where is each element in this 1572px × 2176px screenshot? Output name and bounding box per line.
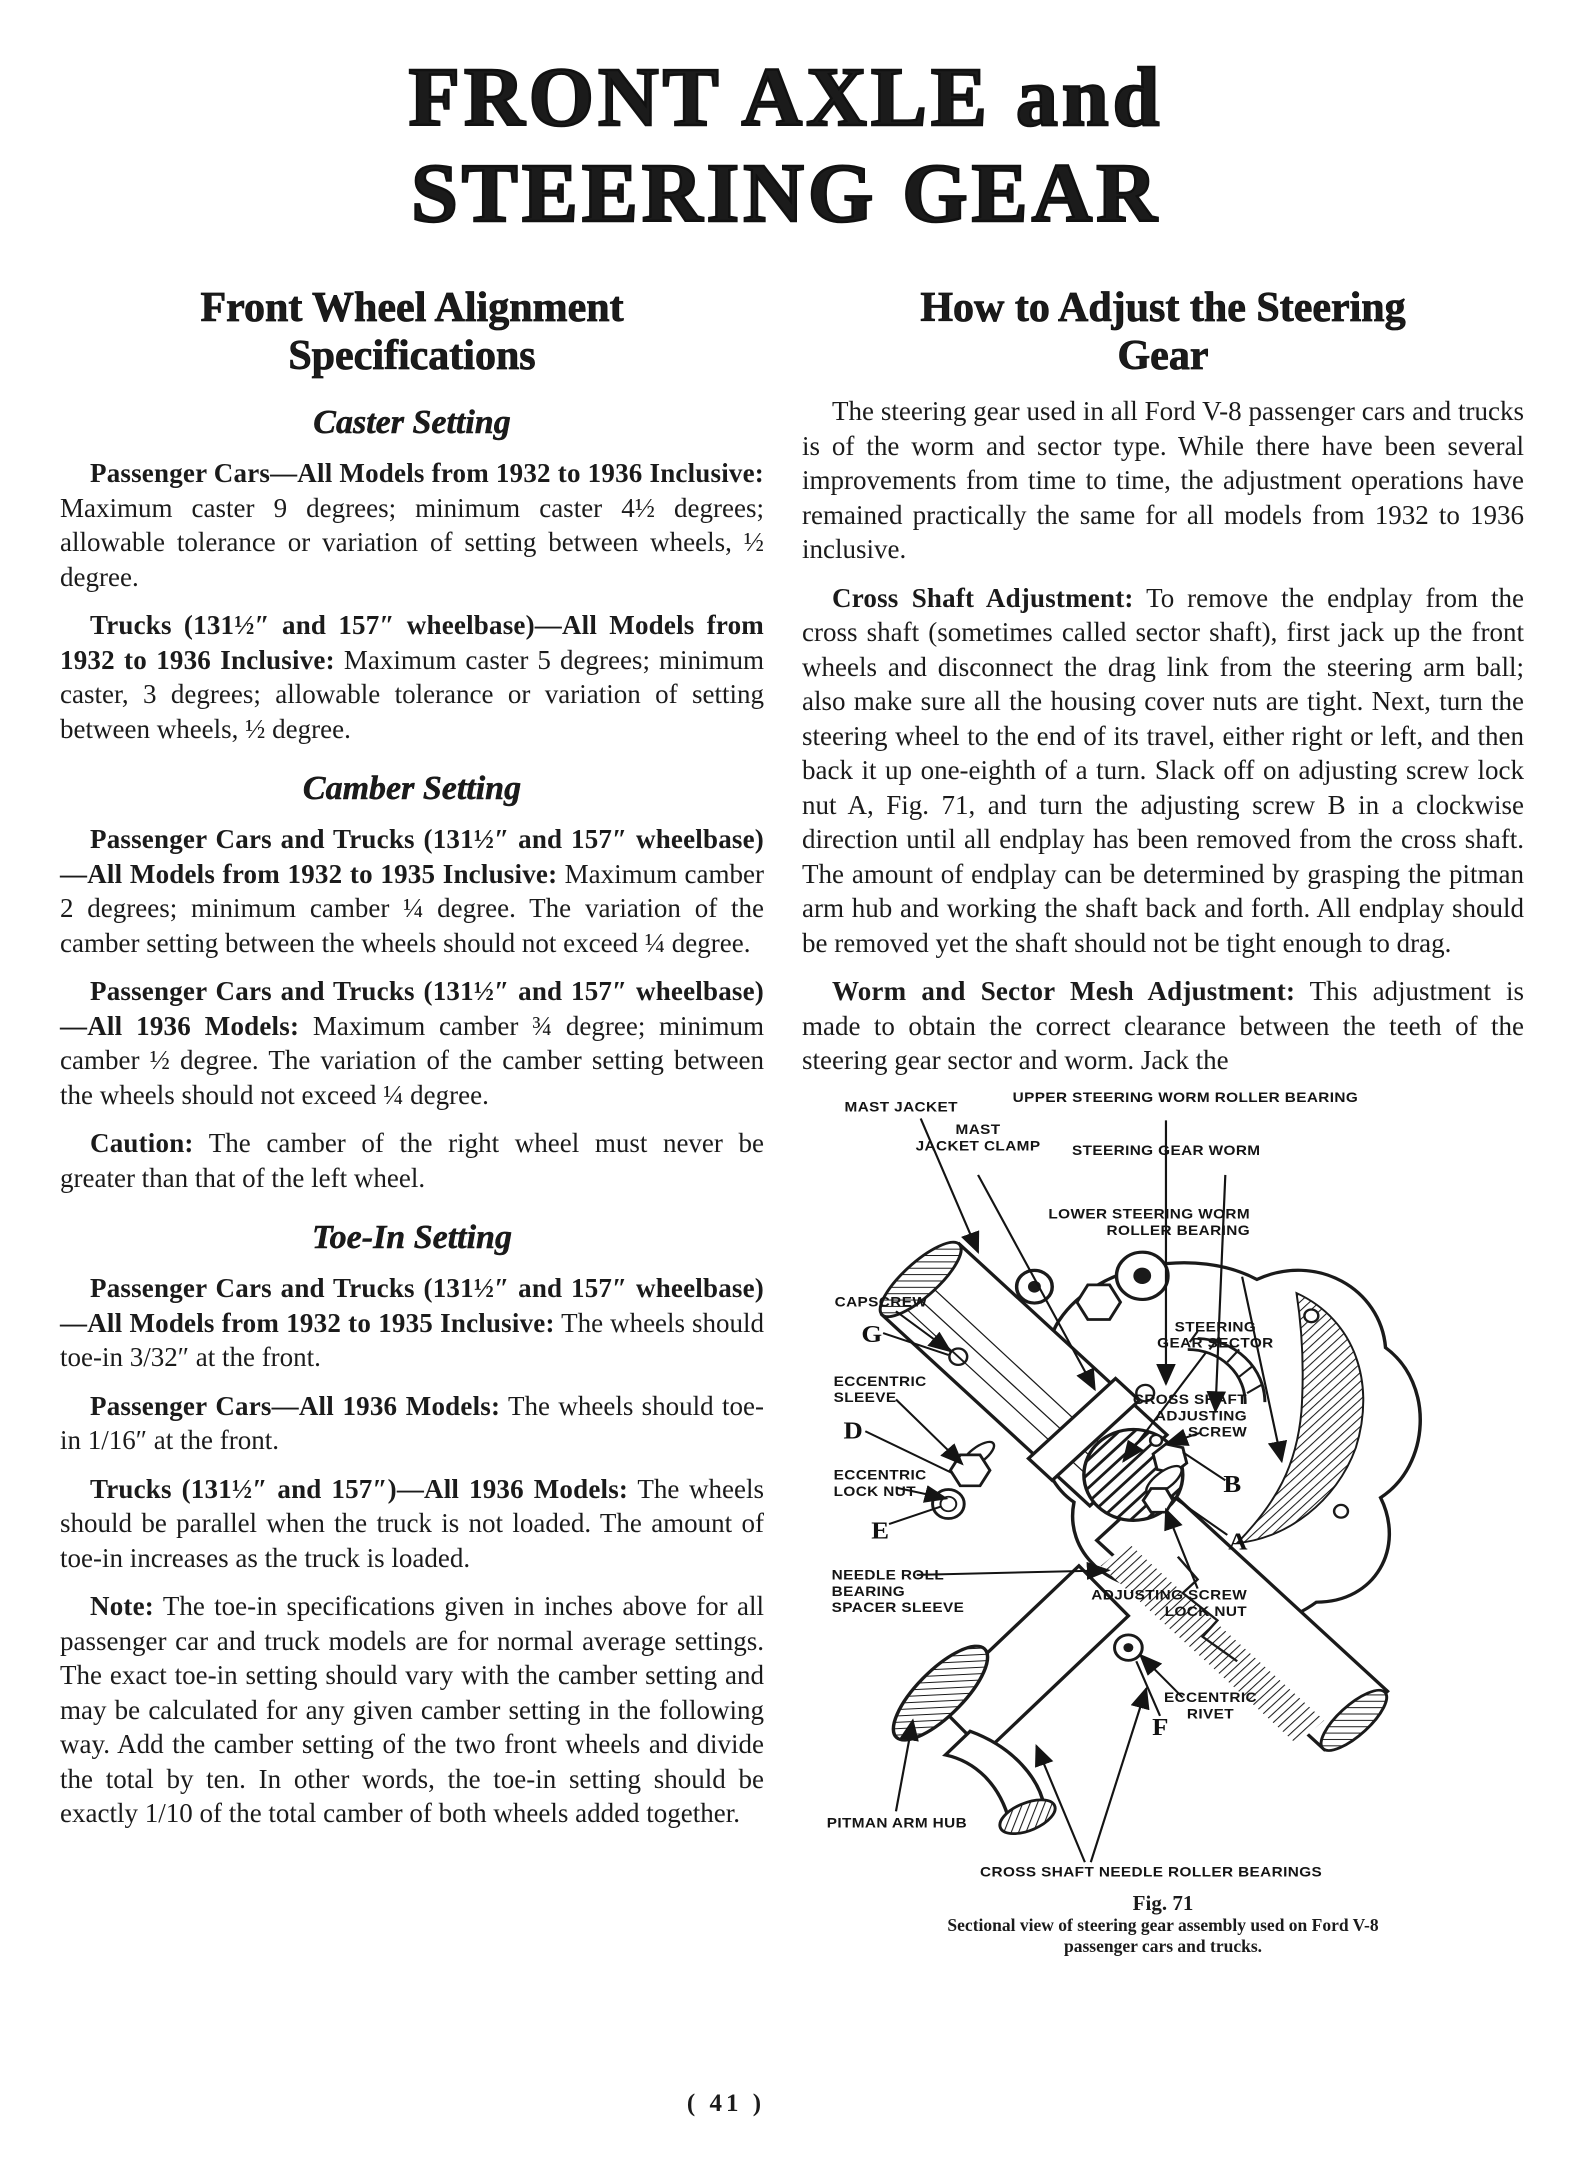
camber-setting-heading: Camber Setting xyxy=(302,770,522,807)
toein-trucks-1936-lead: Trucks (131½″ and 157″)—All 1936 Models: xyxy=(90,1473,629,1504)
toein-cars-1936-body: The wheels should toe-in 1/16″ at the front. xyxy=(60,1390,765,1455)
figure-caption-line1: Sectional view of steering gear assembly used on Ford V-8 xyxy=(947,1914,1379,1935)
camber-caution xyxy=(60,1126,764,1195)
eccentric-sleeve-label-1: ECCENTRIC xyxy=(833,1373,927,1390)
pitman-arm-hub-label: PITMAN ARM HUB xyxy=(826,1815,968,1831)
note-lead: Note: xyxy=(90,1591,154,1621)
toein-setting-heading: Toe-In Setting xyxy=(312,1219,512,1256)
toein-paragraph-1932-1935 xyxy=(60,1271,764,1375)
letter-f: F xyxy=(1152,1712,1169,1741)
steering-gear-intro: The steering gear used in all Ford V-8 passenger cars and trucks is of the worm and sector type. While there have been several improvements from time to time, the adjustment operations have remained practically the same for all models from 1932 to 1936 inclusive. xyxy=(802,396,1524,564)
figure-71 xyxy=(802,1084,1524,1957)
eccentric-lock-nut-label-1: ECCENTRIC xyxy=(833,1467,927,1483)
page-title xyxy=(30,50,1542,242)
toein-note xyxy=(60,1589,764,1831)
caster-paragraph-trucks xyxy=(60,608,764,746)
adjusting-screw-lock-nut-label-2: LOCK NUT xyxy=(1164,1603,1248,1620)
mast-jacket-clamp-label-1: MAST xyxy=(955,1122,1001,1138)
lower-bearing-label-1: LOWER STEERING WORM xyxy=(1048,1206,1251,1222)
cross-shaft-screw-label-1: CROSS SHAFT xyxy=(1132,1392,1248,1408)
page-title-line2: STEERING GEAR xyxy=(411,147,1161,240)
camber-paragraph-1936 xyxy=(60,974,764,1112)
figure-caption xyxy=(802,1891,1524,1957)
left-heading-line2: Specifications xyxy=(288,333,536,379)
steering-gear-diagram xyxy=(802,1084,1524,1884)
camber-1936-lead: Passenger Cars and Trucks (131½″ and 157″ wheelbase)—All 1936 Models: xyxy=(60,976,764,1041)
caster-setting-heading: Caster Setting xyxy=(313,404,511,441)
letter-a: A xyxy=(1228,1526,1248,1555)
adjusting-screw-lock-nut-label-1: ADJUSTING SCREW xyxy=(1091,1587,1248,1603)
upper-bearing-label: UPPER STEERING WORM ROLLER BEARING xyxy=(1012,1090,1359,1106)
cross-shaft-body: To remove the endplay from the cross shaft (sometimes called sector shaft), first jack up the front wheels and disconnect the drag link from the steering arm ball; also make sure all the housing cover nuts are tight. Next, turn the steering wheel to the end of its travel, either right or left, and then back it up one-eighth of a turn. Slack off on adjusting screw lock nut A, Fig. 71, and turn the adjusting screw B in a clockwise direction until all endplay has been removed from the cross shaft. The amount of endplay can be determined by grasping the pitman arm hub and working the shaft back and forth. All endplay should be removed yet the shaft should not be tight enough to drag. xyxy=(802,582,1524,958)
toein-cars-1936-lead: Passenger Cars—All 1936 Models: xyxy=(90,1390,501,1421)
eccentric-rivet-label-1: ECCENTRIC xyxy=(1163,1690,1257,1706)
right-column xyxy=(802,284,1524,1957)
needle-roll-label-1: NEEDLE ROLL xyxy=(831,1567,945,1583)
toein-1932-body: The wheels should toe-in 3/32″ at the front. xyxy=(60,1307,764,1372)
right-heading-line2: Gear xyxy=(1117,333,1209,379)
lower-bearing-label-2: ROLLER BEARING xyxy=(1106,1222,1251,1239)
caster-cars-body: Maximum caster 9 degrees; minimum caster 4½ degrees; allowable tolerance or variation of setting between wheels, ½ degree. xyxy=(60,492,764,592)
needle-roll-label-3: SPACER SLEEVE xyxy=(831,1600,965,1616)
gear-assembly-drawing xyxy=(870,1232,1421,1840)
eccentric-lock-nut-label-2: LOCK NUT xyxy=(833,1483,916,1500)
mast-jacket-label: MAST JACKET xyxy=(844,1099,958,1115)
caster-trucks-body: Maximum caster 5 degrees; minimum caster, 3 degrees; allowable tolerance or variation of setting between wheels, ½ degree. xyxy=(60,644,765,744)
worm-sector-adjustment xyxy=(802,974,1524,1078)
cross-shaft-screw-label-3: SCREW xyxy=(1188,1424,1248,1441)
letter-e: E xyxy=(871,1516,890,1544)
toein-paragraph-trucks-1936 xyxy=(60,1472,764,1576)
camber-1936-body: Maximum camber ¾ degree; minimum camber ½ degree. The variation of the camber setting between the wheels should not exceed ¼ degree. xyxy=(60,1010,764,1110)
left-column-heading xyxy=(60,284,764,380)
letter-d: D xyxy=(843,1416,863,1444)
needle-roll-label-2: BEARING xyxy=(831,1583,906,1600)
steering-gear-worm-label: STEERING GEAR WORM xyxy=(1072,1142,1261,1159)
eccentric-sleeve-label-2: SLEEVE xyxy=(833,1390,897,1406)
two-column-content xyxy=(0,284,1572,1957)
worm-sector-lead: Worm and Sector Mesh Adjustment: xyxy=(832,976,1296,1006)
letter-b: B xyxy=(1223,1469,1242,1498)
figure-caption-line2: passenger cars and trucks. xyxy=(1063,1935,1263,1956)
figure-number: Fig. 71 xyxy=(1132,1890,1194,1915)
left-column xyxy=(60,284,764,1957)
left-heading-line1: Front Wheel Alignment xyxy=(200,285,624,331)
steering-gear-sector-label-1: STEERING xyxy=(1174,1319,1257,1335)
camber-1932-body: Maximum camber 2 degrees; minimum camber ¼ degree. The variation of the camber setting between the wheels should not exceed ¼ degree. xyxy=(60,858,764,958)
caster-cars-lead: Passenger Cars—All Models from 1932 to 1936 Inclusive: xyxy=(90,458,764,488)
steering-gear-sector-label-2: GEAR SECTOR xyxy=(1157,1335,1274,1351)
caution-lead: Caution: xyxy=(90,1128,194,1158)
right-column-heading xyxy=(802,284,1524,380)
cross-shaft-adjustment xyxy=(802,581,1524,961)
caster-trucks-lead: Trucks (131½″ and 157″ wheelbase)—All Models from 1932 to 1936 Inclusive: xyxy=(60,610,764,675)
right-heading-line1: How to Adjust the Steering xyxy=(920,285,1406,331)
camber-paragraph-1932-1935 xyxy=(60,822,764,960)
eccentric-rivet-label-2: RIVET xyxy=(1186,1706,1235,1722)
capscrew-label: CAPSCREW xyxy=(834,1294,928,1311)
worm-sector-body: This adjustment is made to obtain the correct clearance between the teeth of the steering gear sector and worm. Jack the xyxy=(802,976,1525,1075)
toein-trucks-1936-body: The wheels should be parallel when the truck is not loaded. The amount of toe-in increases as the truck is loaded. xyxy=(60,1473,765,1573)
letter-g: G xyxy=(861,1319,883,1348)
caution-body: The camber of the right wheel must never be greater than that of the left wheel. xyxy=(60,1128,765,1193)
cross-shaft-bearings-label: CROSS SHAFT NEEDLE ROLLER BEARINGS xyxy=(980,1864,1323,1881)
mast-jacket-clamp-label-2: JACKET CLAMP xyxy=(915,1138,1041,1154)
note-body: The toe-in specifications given in inches above for all passenger car and truck models are for normal average settings. The exact toe-in setting should vary with the camber setting and may be calculated for any given camber setting in the following way. Add the camber setting of the two front wheels and divide the total by ten. In other words, the toe-in setting should be exactly 1/10 of the total camber of both wheels added together. xyxy=(60,1591,764,1828)
toein-paragraph-cars-1936 xyxy=(60,1389,764,1458)
toein-1932-lead: Passenger Cars and Trucks (131½″ and 157″ wheelbase)—All Models from 1932 to 1935 Inclusive: xyxy=(60,1273,764,1338)
page-title-line1: FRONT AXLE and xyxy=(408,51,1164,144)
camber-1932-lead: Passenger Cars and Trucks (131½″ and 157″ wheelbase)—All Models from 1932 to 1935 Inclusive: xyxy=(60,824,764,889)
page-number: ( 41 ) xyxy=(686,2090,766,2117)
cross-shaft-screw-label-2: ADJUSTING xyxy=(1154,1408,1248,1424)
caster-paragraph-cars xyxy=(60,456,764,594)
cross-shaft-lead: Cross Shaft Adjustment: xyxy=(832,582,1134,613)
